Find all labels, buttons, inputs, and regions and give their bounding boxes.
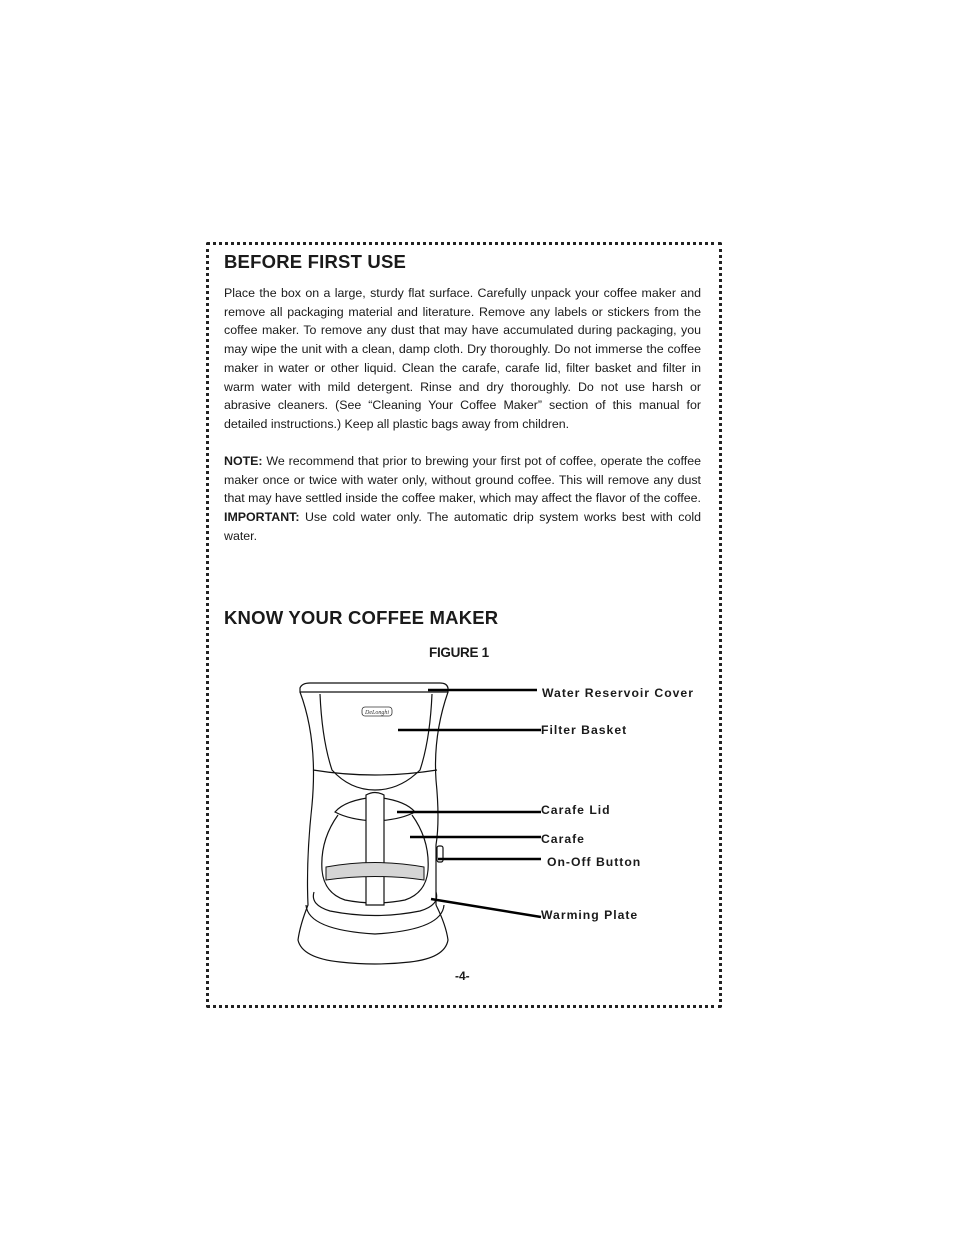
page-number: -4- (455, 969, 470, 983)
note-text-1: We recommend that prior to brewing your first pot of coffee, operate the coffee maker once or twice with water only, without ground coffee. This will remove any dust that may have settled inside the coffee maker, which may affect the flavor of the coffee. (224, 454, 701, 506)
callout-water-reservoir-cover: Water Reservoir Cover (542, 686, 694, 700)
before-first-use-paragraph: Place the box on a large, sturdy flat surface. Carefully unpack your coffee maker and remove all packaging material and literature. Remove any labels or stickers from the coffee maker. To remove any dust that may have accumulated during packaging, you may wipe the unit with a clean, damp cloth. Dry thoroughly. Do not immerse the coffee maker in water or other liquid. Clean the carafe, carafe lid, filter basket and filter in warm water with mild detergent. Rinse and dry thoroughly. Do not use harsh or abrasive cleaners. (See “Cleaning Your Coffee Maker” section of this manual for detailed instructions.) Keep all plastic bags away from children. (224, 286, 701, 431)
note-text-2: Use cold water only. The automatic drip system works best with cold water. (224, 510, 701, 543)
figure-title: FIGURE 1 (429, 645, 489, 660)
filter-basket-outline (320, 694, 432, 790)
callout-carafe: Carafe (541, 832, 585, 846)
brand-logo-text: DeLonghi (365, 710, 389, 716)
body-outline-right (436, 692, 449, 905)
important-label: IMPORTANT: (224, 510, 300, 525)
callout-on-off-button: On-Off Button (547, 855, 642, 869)
carafe-handle-outline (366, 793, 384, 906)
note-label: NOTE: (224, 454, 263, 468)
before-first-use-heading: BEFORE FIRST USE (224, 251, 407, 272)
reservoir-cover-shape (300, 683, 448, 692)
leader-line-warming-plate (431, 899, 541, 917)
callout-filter-basket: Filter Basket (541, 723, 628, 737)
callout-carafe-lid: Carafe Lid (541, 803, 611, 817)
callout-warming-plate: Warming Plate (541, 908, 639, 922)
know-your-coffee-maker-heading: KNOW YOUR COFFEE MAKER (224, 607, 499, 628)
